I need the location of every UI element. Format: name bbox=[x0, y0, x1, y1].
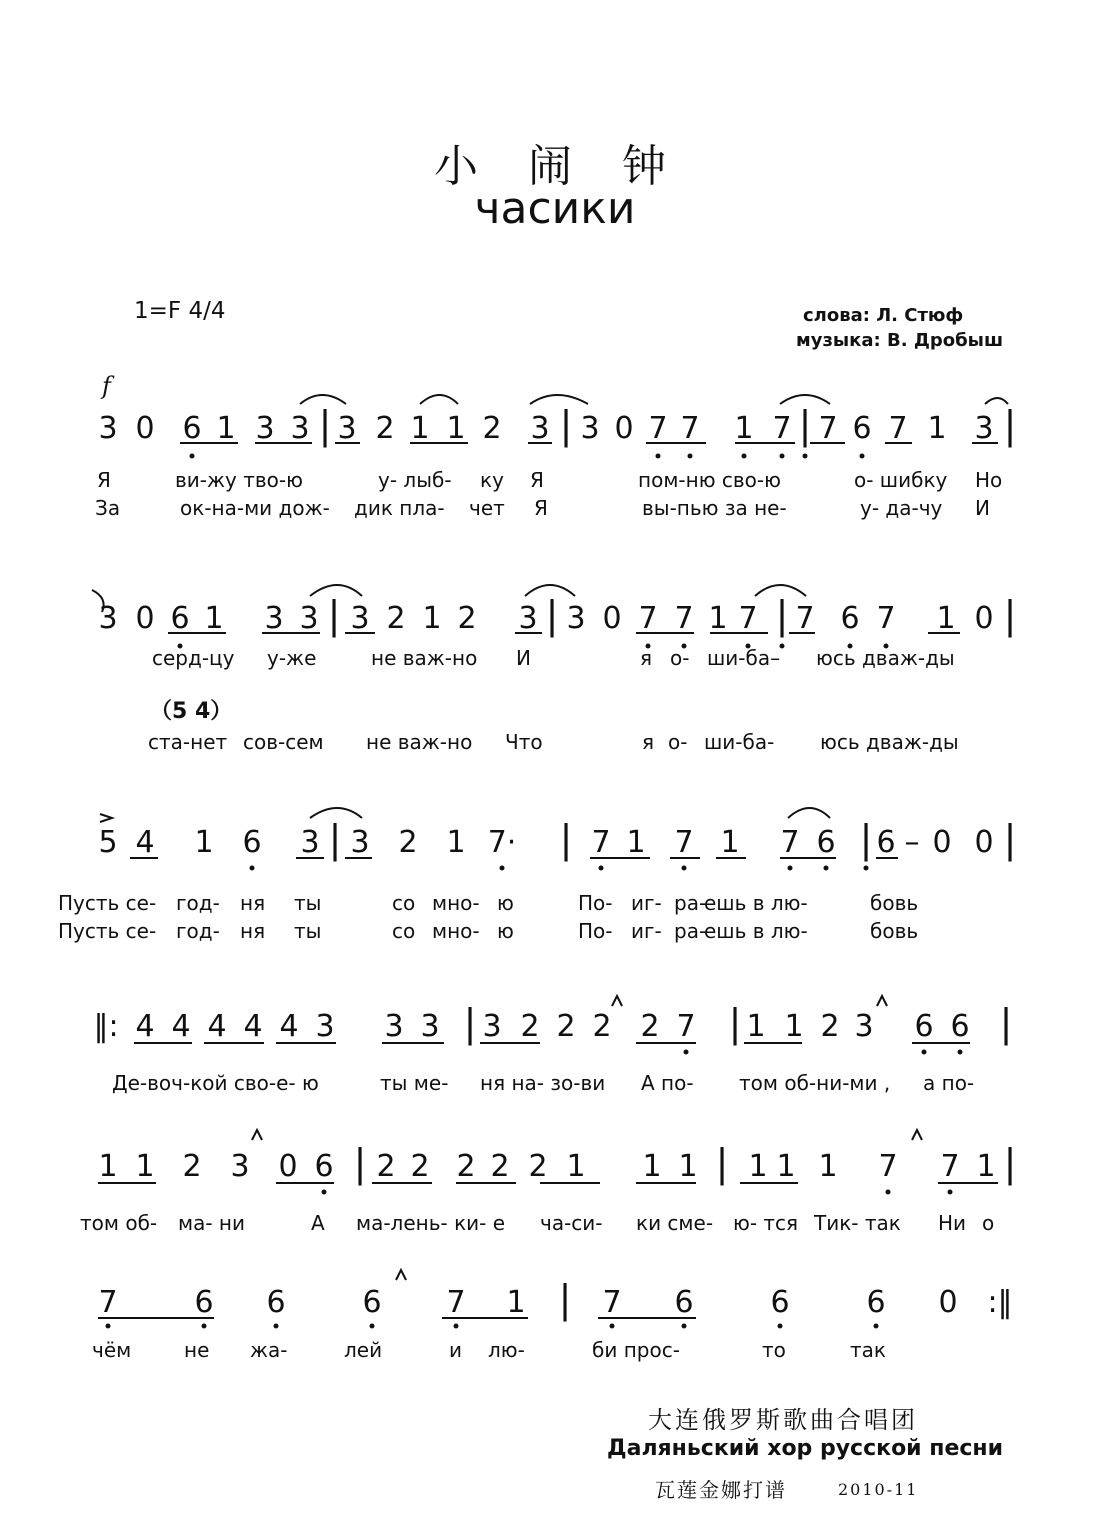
lyric-syllable: ши-ба- bbox=[704, 730, 775, 754]
lyric-syllable: и bbox=[449, 1338, 462, 1362]
barline: | bbox=[328, 817, 342, 861]
lyric-syllable: А bbox=[311, 1211, 325, 1235]
note: 4 bbox=[243, 1009, 263, 1044]
note: 1 bbox=[446, 411, 466, 446]
lyric-syllable: мно- bbox=[432, 891, 480, 915]
note: 1 bbox=[98, 1149, 118, 1184]
note: 7 bbox=[780, 825, 800, 860]
lyric-syllable: Я bbox=[530, 468, 544, 492]
alternate-notes: （5 4） bbox=[150, 699, 233, 724]
note: 1 bbox=[216, 411, 236, 446]
lyric-syllable: о- bbox=[670, 646, 690, 670]
note: 3 bbox=[420, 1009, 440, 1044]
note: 4 bbox=[207, 1009, 227, 1044]
note: :‖ bbox=[987, 1285, 1013, 1320]
lyric-syllable: вы-пью за не- bbox=[642, 496, 787, 520]
lyric-syllable: сов-сем bbox=[243, 730, 324, 754]
lyric-syllable: чет bbox=[469, 496, 505, 520]
note: 2 bbox=[820, 1009, 840, 1044]
lyric-syllable: ок-на-ми дож- bbox=[180, 496, 330, 520]
note: 7 bbox=[795, 601, 815, 636]
lyric-syllable: ма-лень- ки- е bbox=[356, 1211, 506, 1235]
note: 1 bbox=[410, 411, 430, 446]
octave-dot bbox=[803, 454, 808, 459]
note: 0 bbox=[614, 411, 634, 446]
lyric-syllable: И bbox=[516, 646, 531, 670]
note: 1 bbox=[936, 601, 956, 636]
lyric-syllable: ты bbox=[294, 891, 322, 915]
note: 6 bbox=[852, 411, 872, 446]
barline: | bbox=[1003, 593, 1017, 637]
note: 2 bbox=[386, 601, 406, 636]
octave-dot bbox=[958, 1050, 963, 1055]
note: 7 bbox=[602, 1285, 622, 1320]
note: 1 bbox=[734, 411, 754, 446]
note: 1 bbox=[818, 1149, 838, 1184]
note: 1 bbox=[204, 601, 224, 636]
note: 2 bbox=[375, 411, 395, 446]
note: 6 bbox=[876, 825, 896, 860]
lyric-syllable: ня bbox=[240, 891, 266, 915]
lyric-syllable: то bbox=[762, 1338, 786, 1362]
note: 3 bbox=[337, 411, 357, 446]
note: 0 bbox=[278, 1149, 298, 1184]
note: 2 bbox=[556, 1009, 576, 1044]
lyric-syllable: ю bbox=[497, 891, 514, 915]
note: 7 bbox=[888, 411, 908, 446]
lyric-syllable: о- шибку bbox=[854, 468, 948, 492]
octave-dot bbox=[322, 1190, 327, 1195]
note: 2 bbox=[398, 825, 418, 860]
note: 1 bbox=[642, 1149, 662, 1184]
note: 3 bbox=[255, 411, 275, 446]
lyric-syllable: не важ-но bbox=[366, 730, 473, 754]
lyric-syllable: И bbox=[975, 496, 990, 520]
note: 3 bbox=[350, 825, 370, 860]
octave-dot bbox=[780, 644, 785, 649]
note: 3 bbox=[98, 601, 118, 636]
note: 3 bbox=[974, 411, 994, 446]
transcriber-credit: 瓦莲金娜打谱 bbox=[655, 1478, 787, 1502]
note: 7 bbox=[98, 1285, 118, 1320]
note: 1 bbox=[720, 825, 740, 860]
note: 7 bbox=[648, 411, 668, 446]
note: 6 bbox=[770, 1285, 790, 1320]
octave-dot bbox=[250, 866, 255, 871]
song-title-russian: часики bbox=[474, 183, 636, 234]
note: 2 bbox=[490, 1149, 510, 1184]
barline: | bbox=[1003, 403, 1017, 447]
note: 0 bbox=[602, 601, 622, 636]
lyric-syllable: со bbox=[392, 919, 416, 943]
note: 4 bbox=[279, 1009, 299, 1044]
octave-dot bbox=[860, 454, 865, 459]
note: 1 bbox=[566, 1149, 586, 1184]
lyric-syllable: иг- bbox=[631, 891, 662, 915]
note: 1 bbox=[927, 411, 947, 446]
dynamic-forte: f bbox=[102, 372, 111, 400]
notes-layer bbox=[93, 403, 1016, 1322]
lyric-syllable: ешь в лю- bbox=[704, 919, 808, 943]
note: 6 bbox=[914, 1009, 934, 1044]
octave-dot bbox=[780, 454, 785, 459]
barline: | bbox=[715, 1141, 729, 1185]
note: 1 bbox=[976, 1149, 996, 1184]
note: 1 bbox=[748, 1149, 768, 1184]
note: 1 bbox=[446, 825, 466, 860]
lyric-syllable: ю bbox=[497, 919, 514, 943]
note: 0 bbox=[932, 825, 952, 860]
choir-name-russian: Даляньский хор русской песни bbox=[607, 1436, 1004, 1461]
lyric-syllable: дик пла- bbox=[354, 496, 445, 520]
lyric-syllable: о bbox=[982, 1211, 995, 1235]
note: 1 bbox=[776, 1149, 796, 1184]
lyric-syllable: ста-нет bbox=[148, 730, 228, 754]
note: 6 bbox=[242, 825, 262, 860]
note: 2 bbox=[456, 1149, 476, 1184]
octave-dot bbox=[948, 1190, 953, 1195]
lyric-syllable: ки сме- bbox=[636, 1211, 714, 1235]
note: 0 bbox=[135, 411, 155, 446]
key-and-meter: 1=F 4/4 bbox=[134, 298, 226, 324]
lyric-syllable: бовь bbox=[870, 919, 919, 943]
lyric-syllable: ня bbox=[240, 919, 266, 943]
octave-dot bbox=[454, 1324, 459, 1329]
note: 7 bbox=[676, 1009, 696, 1044]
note: 7 bbox=[680, 411, 700, 446]
lyric-syllable: ма- ни bbox=[178, 1211, 245, 1235]
note: 6 bbox=[816, 825, 836, 860]
octave-dot bbox=[874, 1324, 879, 1329]
note: 3 bbox=[290, 411, 310, 446]
note: 1 bbox=[746, 1009, 766, 1044]
octave-dot bbox=[864, 866, 869, 871]
note: 4 bbox=[135, 1009, 155, 1044]
note: 3 bbox=[530, 411, 550, 446]
note: 7 bbox=[446, 1285, 466, 1320]
octave-dot bbox=[500, 866, 505, 871]
octave-dot bbox=[742, 454, 747, 459]
lyric-syllable: ви-жу тво-ю bbox=[175, 468, 303, 492]
note: 4 bbox=[135, 825, 155, 860]
lyric-syllable: том об- bbox=[80, 1211, 158, 1235]
octave-dot bbox=[778, 1324, 783, 1329]
octave-dot bbox=[682, 1324, 687, 1329]
note: 2 bbox=[528, 1149, 548, 1184]
note: 2 bbox=[592, 1009, 612, 1044]
lyric-syllable: ты bbox=[294, 919, 322, 943]
note: 7 bbox=[674, 601, 694, 636]
note: 3 bbox=[566, 601, 586, 636]
octave-dot bbox=[682, 866, 687, 871]
note: 3 bbox=[854, 1009, 874, 1044]
lyric-syllable: Пусть се- bbox=[58, 919, 157, 943]
note: 1 bbox=[626, 825, 646, 860]
note: 3 bbox=[580, 411, 600, 446]
note: 6 bbox=[194, 1285, 214, 1320]
note: 6 bbox=[170, 601, 190, 636]
note: ‖: bbox=[93, 1009, 119, 1044]
lyric-syllable: Ни bbox=[938, 1211, 967, 1235]
lyric-syllable: том об-ни-ми , bbox=[739, 1071, 891, 1095]
lyric-syllable: ра- bbox=[674, 919, 707, 943]
note: 1 bbox=[678, 1149, 698, 1184]
note: 3 bbox=[264, 601, 284, 636]
note: 1 bbox=[422, 601, 442, 636]
note: 3 bbox=[315, 1009, 335, 1044]
note: 6 bbox=[840, 601, 860, 636]
lyric-syllable: у- да-чу bbox=[860, 496, 943, 520]
barline: | bbox=[559, 403, 573, 447]
note: 1 bbox=[708, 601, 728, 636]
lyric-syllable: ты ме- bbox=[380, 1071, 449, 1095]
lyric-syllable: лей bbox=[344, 1338, 383, 1362]
barline: | bbox=[353, 1141, 367, 1185]
octave-dot bbox=[788, 866, 793, 871]
note: 6 bbox=[314, 1149, 334, 1184]
note: 3 bbox=[482, 1009, 502, 1044]
lyric-syllable: иг- bbox=[631, 919, 662, 943]
lyric-syllable: не важ-но bbox=[371, 646, 478, 670]
lyric-syllable: По- bbox=[578, 919, 613, 943]
note: 7 bbox=[876, 601, 896, 636]
barline: | bbox=[859, 817, 873, 861]
barline: | bbox=[558, 1277, 572, 1321]
note: – bbox=[904, 825, 920, 860]
lyric-syllable: а по- bbox=[923, 1071, 975, 1095]
lyric-syllable: у-же bbox=[267, 646, 317, 670]
barline: | bbox=[463, 1001, 477, 1045]
note: 3 bbox=[518, 601, 538, 636]
octave-dot bbox=[684, 1050, 689, 1055]
octave-dot bbox=[106, 1324, 111, 1329]
lyric-syllable: бовь bbox=[870, 891, 919, 915]
octave-dot bbox=[274, 1324, 279, 1329]
lyric-syllable: ра- bbox=[674, 891, 707, 915]
note: 0 bbox=[135, 601, 155, 636]
octave-dot bbox=[370, 1324, 375, 1329]
lyric-syllable: так bbox=[850, 1338, 886, 1362]
lyric-syllable: За bbox=[95, 496, 121, 520]
note: 3 bbox=[98, 411, 118, 446]
barline: | bbox=[999, 1001, 1013, 1045]
note: 6 bbox=[182, 411, 202, 446]
composer-credit: музыка: В. Дробыш bbox=[796, 330, 1004, 351]
barline: | bbox=[1003, 817, 1017, 861]
note: 6 bbox=[362, 1285, 382, 1320]
octave-dots bbox=[106, 454, 963, 1329]
lyric-syllable: ешь в лю- bbox=[704, 891, 808, 915]
note: 3 bbox=[300, 825, 320, 860]
lyric-syllable: Тик- так bbox=[814, 1211, 901, 1235]
note: 7 bbox=[591, 825, 611, 860]
note: 6 bbox=[674, 1285, 694, 1320]
note: 7 bbox=[818, 411, 838, 446]
barline: | bbox=[775, 593, 789, 637]
lyric-syllable: ши-ба– bbox=[707, 646, 781, 670]
note: 3 bbox=[350, 601, 370, 636]
lyric-syllable: А по- bbox=[641, 1071, 694, 1095]
lyricist-credit: слова: Л. Стюф bbox=[803, 305, 964, 326]
note: 1 bbox=[194, 825, 214, 860]
note: 7 bbox=[674, 825, 694, 860]
lyric-syllable: жа- bbox=[250, 1338, 288, 1362]
lyric-syllable: ча-си- bbox=[540, 1211, 603, 1235]
octave-dot bbox=[610, 1324, 615, 1329]
barline: | bbox=[559, 817, 573, 861]
note: 2 bbox=[457, 601, 477, 636]
barline: | bbox=[1003, 1141, 1017, 1185]
transcription-date: 2010-11 bbox=[838, 1480, 919, 1499]
lyric-syllable: Но bbox=[975, 468, 1003, 492]
note: 0 bbox=[974, 825, 994, 860]
lyric-syllable: о- bbox=[668, 730, 688, 754]
barline: | bbox=[728, 1001, 742, 1045]
note: 2 bbox=[410, 1149, 430, 1184]
lyric-syllable: Что bbox=[505, 730, 543, 754]
note: 4 bbox=[171, 1009, 191, 1044]
note: 7 bbox=[772, 411, 792, 446]
barline: | bbox=[327, 593, 341, 637]
lyric-syllable: Я bbox=[97, 468, 111, 492]
octave-dot bbox=[688, 454, 693, 459]
barline: | bbox=[545, 593, 559, 637]
lyric-syllable: ю- тся bbox=[733, 1211, 799, 1235]
octave-dot bbox=[922, 1050, 927, 1055]
note: 6 bbox=[866, 1285, 886, 1320]
octave-dot bbox=[202, 1324, 207, 1329]
octave-dot bbox=[599, 866, 604, 871]
note: 3 bbox=[384, 1009, 404, 1044]
barline: | bbox=[798, 403, 812, 447]
song-title-chinese: 小 闹 钟 bbox=[434, 141, 684, 192]
note: 7 bbox=[940, 1149, 960, 1184]
note: 3 bbox=[230, 1149, 250, 1184]
note: 3 bbox=[299, 601, 319, 636]
note: 2 bbox=[376, 1149, 396, 1184]
lyric-syllable: ня на- зо-ви bbox=[480, 1071, 606, 1095]
note: 7 bbox=[638, 601, 658, 636]
note: 0 bbox=[938, 1285, 958, 1320]
lyric-syllable: юсь дваж-ды bbox=[820, 730, 959, 754]
lyric-syllable: Пусть се- bbox=[58, 891, 157, 915]
note: 7 bbox=[738, 601, 758, 636]
lyric-syllable: серд-цу bbox=[152, 646, 235, 670]
lyric-syllable: у- лыб- bbox=[378, 468, 452, 492]
lyric-syllable: лю- bbox=[488, 1338, 525, 1362]
lyric-syllable: По- bbox=[578, 891, 613, 915]
octave-dot bbox=[190, 454, 195, 459]
note: 2 bbox=[482, 411, 502, 446]
note: 1 bbox=[784, 1009, 804, 1044]
barline: | bbox=[318, 403, 332, 447]
octave-dot bbox=[886, 1190, 891, 1195]
lyric-syllable: ку bbox=[480, 468, 504, 492]
lyric-syllable: не bbox=[184, 1338, 210, 1362]
note: 2 bbox=[640, 1009, 660, 1044]
lyric-syllable: со bbox=[392, 891, 416, 915]
lyric-syllable: я bbox=[642, 730, 655, 754]
lyric-syllable: би прос- bbox=[592, 1338, 680, 1362]
lyric-syllable: я bbox=[640, 646, 653, 670]
octave-dot bbox=[656, 454, 661, 459]
lyric-syllable: чём bbox=[92, 1338, 132, 1362]
note: 7 bbox=[878, 1149, 898, 1184]
lyric-syllable: мно- bbox=[432, 919, 480, 943]
note: 0 bbox=[974, 601, 994, 636]
lyric-syllable: юсь дваж-ды bbox=[816, 646, 955, 670]
note: 2 bbox=[520, 1009, 540, 1044]
note: 6 bbox=[950, 1009, 970, 1044]
lyric-syllable: год- bbox=[176, 919, 220, 943]
lyric-syllable: пом-ню сво-ю bbox=[638, 468, 781, 492]
lyric-syllable: Де-воч-кой сво-е- ю bbox=[112, 1071, 319, 1095]
lyric-syllable: год- bbox=[176, 891, 220, 915]
note: 6 bbox=[266, 1285, 286, 1320]
lyric-syllable: Я bbox=[534, 496, 548, 520]
choir-name-chinese: 大连俄罗斯歌曲合唱团 bbox=[648, 1406, 918, 1434]
note: 2 bbox=[182, 1149, 202, 1184]
note: 5 bbox=[98, 825, 118, 860]
note: 1 bbox=[506, 1285, 526, 1320]
octave-dot bbox=[824, 866, 829, 871]
note: 1 bbox=[135, 1149, 155, 1184]
note: 7· bbox=[487, 825, 517, 860]
